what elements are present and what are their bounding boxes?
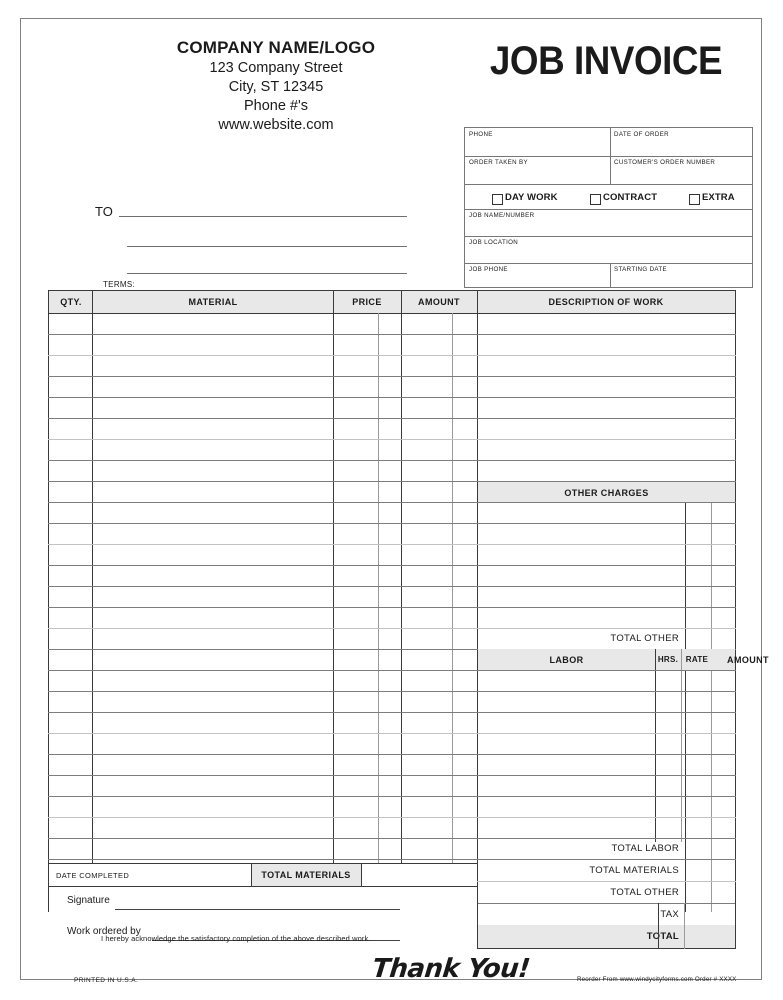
checkbox-extra-label: EXTRA bbox=[702, 192, 735, 203]
col-header-labor-amount: AMOUNT bbox=[727, 654, 769, 665]
field-order-taken-by-label: ORDER TAKEN BY bbox=[469, 159, 528, 166]
bill-to-line-1[interactable] bbox=[119, 216, 407, 217]
letterhead bbox=[126, 37, 426, 135]
col-header-rate: RATE bbox=[685, 655, 709, 664]
field-phone[interactable] bbox=[465, 128, 610, 156]
company-phone: Phone #'s bbox=[243, 98, 309, 114]
field-customers-order-number-label: CUSTOMER'S ORDER NUMBER bbox=[614, 159, 716, 166]
field-job-phone-label: JOB PHONE bbox=[469, 266, 508, 273]
printed-in-usa: PRINTED IN U.S.A. bbox=[74, 977, 139, 984]
field-order-taken-by[interactable] bbox=[465, 156, 610, 184]
total-value-4[interactable] bbox=[686, 925, 735, 948]
col-header-amount: AMOUNT bbox=[418, 297, 460, 307]
signature-label: Signature bbox=[67, 895, 110, 906]
field-starting-date-label: STARTING DATE bbox=[614, 266, 668, 273]
col-header-hrs: HRS. bbox=[657, 655, 679, 664]
field-job-name-number-label: JOB NAME/NUMBER bbox=[469, 212, 535, 219]
field-job-phone[interactable] bbox=[465, 263, 610, 287]
total-label-0: TOTAL LABOR bbox=[611, 843, 679, 854]
other-charges-header: OTHER CHARGES bbox=[564, 487, 649, 498]
total-value-0[interactable] bbox=[686, 838, 735, 859]
checkbox-extra[interactable] bbox=[689, 194, 700, 205]
col-header-qty: QTY. bbox=[60, 297, 82, 307]
bill-to-line-2[interactable] bbox=[127, 246, 407, 247]
reorder-info: Reorder From www.windycityforms.com Order # XXXX bbox=[577, 976, 737, 983]
page-title: JOB INVOICE bbox=[489, 39, 723, 83]
field-starting-date[interactable] bbox=[610, 263, 752, 287]
invoice-page bbox=[20, 18, 769, 984]
company-address: 123 Company Street bbox=[209, 60, 343, 76]
checkbox-contract-label: CONTRACT bbox=[603, 192, 658, 203]
bill-to-line-3[interactable] bbox=[127, 273, 407, 274]
col-header-material: MATERIAL bbox=[188, 297, 238, 307]
total-value-3[interactable] bbox=[686, 903, 735, 925]
total-other-label-upper: TOTAL OTHER bbox=[610, 633, 679, 644]
col-header-description: DESCRIPTION OF WORK bbox=[548, 297, 664, 307]
total-label-4: TOTAL bbox=[646, 931, 679, 942]
order-detail-box bbox=[464, 127, 753, 288]
field-customers-order-number[interactable] bbox=[610, 156, 754, 184]
work-ordered-by-label: Work ordered by bbox=[67, 926, 141, 937]
invoice-grid bbox=[48, 290, 769, 912]
total-label-2: TOTAL OTHER bbox=[610, 886, 679, 898]
bill-to-label: TO bbox=[95, 204, 113, 219]
total-value-2[interactable] bbox=[686, 881, 735, 903]
signature-line[interactable] bbox=[115, 909, 400, 910]
company-website: www.website.com bbox=[218, 117, 334, 133]
checkbox-contract[interactable] bbox=[590, 194, 601, 205]
thank-you-text: Thank You! bbox=[370, 954, 532, 984]
col-header-labor: LABOR bbox=[549, 654, 584, 665]
date-completed-label: DATE COMPLETED bbox=[56, 870, 130, 880]
total-label-3: TAX bbox=[660, 908, 679, 920]
checkbox-day-work-label: DAY WORK bbox=[505, 192, 558, 203]
field-date-of-order-label: DATE OF ORDER bbox=[614, 131, 669, 138]
terms-label: TERMS: bbox=[103, 280, 136, 289]
field-job-location-label: JOB LOCATION bbox=[469, 239, 519, 246]
total-materials-label: TOTAL MATERIALS bbox=[261, 870, 351, 880]
checkbox-day-work[interactable] bbox=[492, 194, 503, 205]
field-job-name-number[interactable] bbox=[465, 209, 752, 236]
total-label-1: TOTAL MATERIALS bbox=[589, 864, 679, 876]
total-value-1[interactable] bbox=[686, 859, 735, 881]
company-city-state-zip: City, ST 12345 bbox=[228, 79, 324, 95]
field-phone-label: PHONE bbox=[469, 131, 493, 138]
tax-total-block bbox=[477, 903, 736, 949]
col-header-price: PRICE bbox=[352, 297, 382, 307]
company-name: COMPANY NAME/LOGO bbox=[176, 38, 376, 57]
field-date-of-order[interactable] bbox=[610, 128, 754, 156]
acknowledgement-text: I hereby acknowledge the satisfactory completion of the above described work. bbox=[101, 934, 371, 943]
field-job-location[interactable] bbox=[465, 236, 752, 263]
